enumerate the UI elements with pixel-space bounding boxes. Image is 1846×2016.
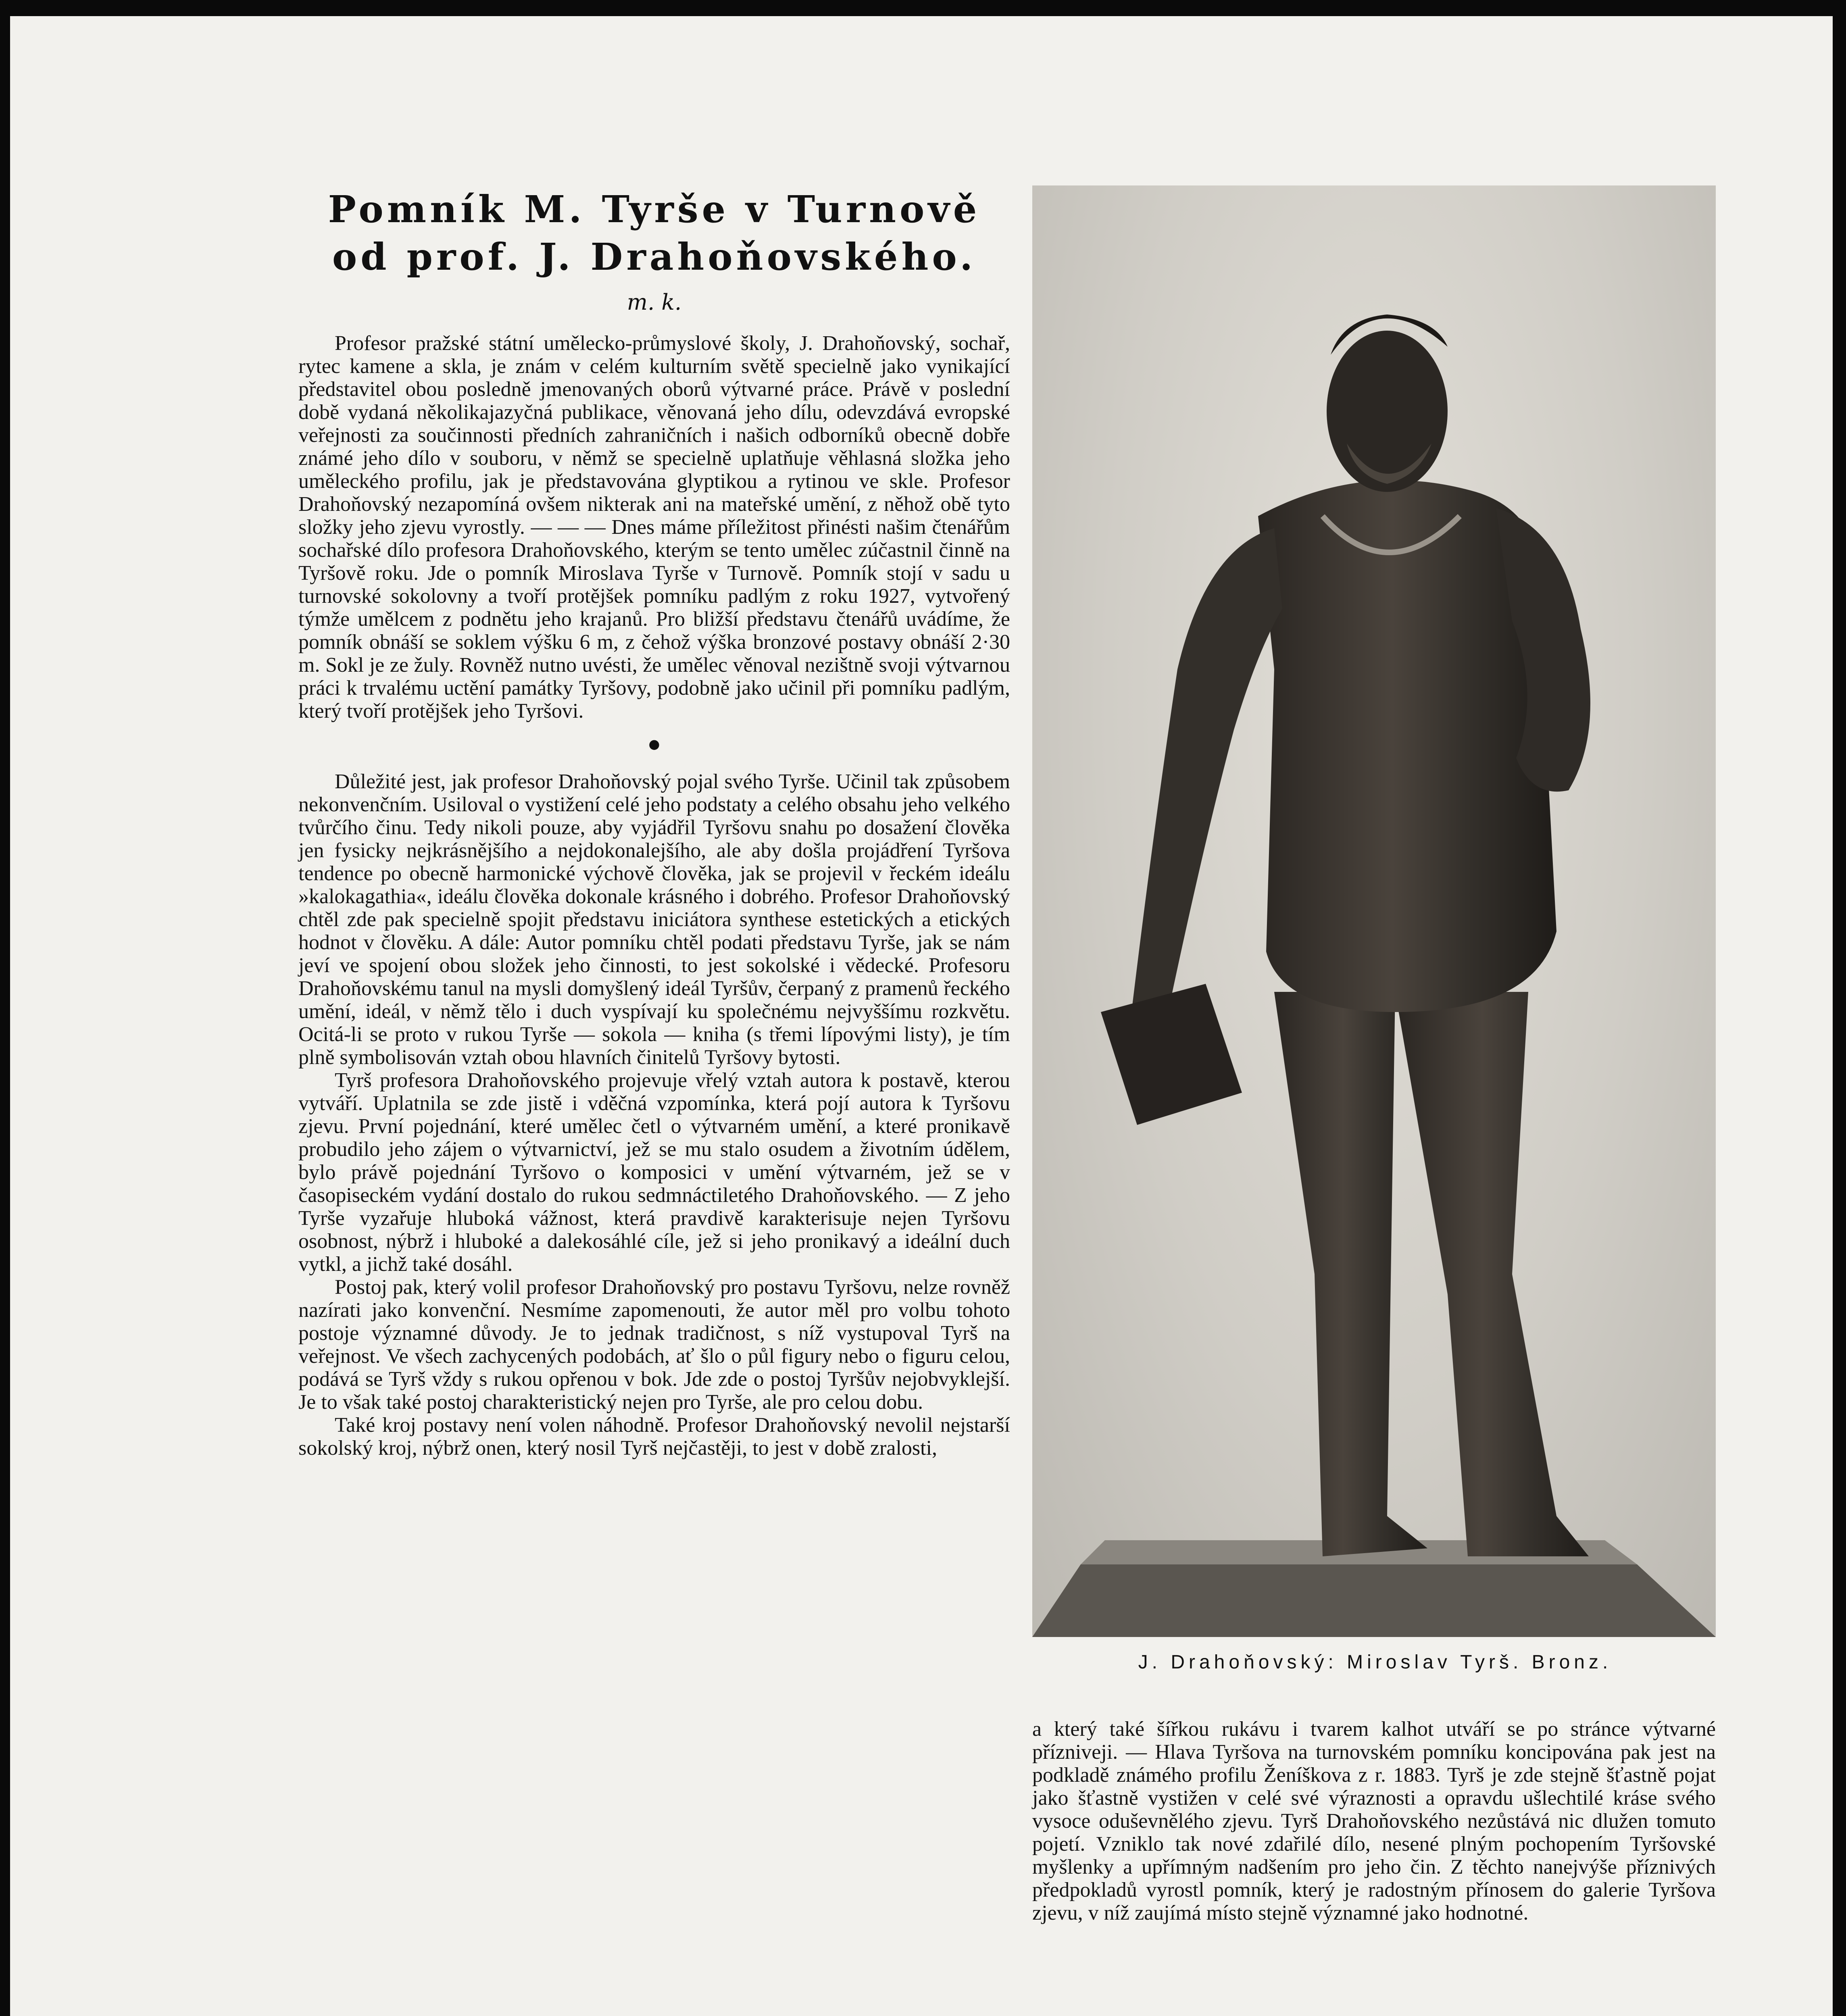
pedestal-shape (1032, 1564, 1716, 1637)
left-column (298, 185, 1010, 1460)
figure-caption: J. Drahoňovský: Miroslav Tyrš. Bronz. (1138, 1652, 1612, 1673)
statue-photograph (1032, 185, 1716, 1637)
paragraph-head-profile: a který také šířkou rukávu i tvarem kalhot utváří se po stránce výtvarné přízniveji. — Hlava Tyršova na turnovském pomníku koncipována pak jest na podkladě známého profilu Ženíškova z r. 1883. Tyrš je zde stejně šťastně pojat jako šťastně vystižen v celé své výraznosti a opravdu ušlechtilé kráse svého vysoce oduševnělého zjevu. Tyrš Drahoňovského nezůstává nic dlužen tomuto pojetí. Vzniklo tak nové zdařilé dílo, nesené plným pochopením Tyršovské myšlenky a upřímným nadšením pro jeho čin. Z těchto nanejvýše příznivých předpokladů vyrostl pomník, který je radostným přínosem do galerie Tyršova zjevu, v níž zaujímá místo stejně významné jako hodnotné. (1032, 1718, 1716, 1924)
statue-figure-image (1032, 185, 1716, 1637)
statue-left-leg (1274, 992, 1427, 1556)
right-column-text (1032, 1718, 1716, 1924)
statue-arm-with-book (1129, 528, 1282, 1044)
page (10, 16, 1833, 2016)
paragraph-costume: Také kroj postavy není volen náhodně. Profesor Drahoňovský nevolil nejstarší sokolský kroj, nýbrž onen, který nosil Tyrš nejčastěji, to jest v době zralosti, (298, 1414, 1010, 1460)
paragraph-intro: Profesor pražské státní umělecko-průmyslové školy, J. Drahoňovský, sochař, rytec kamene a skla, je znám v celém kulturním světě specielně jako vynikající představitel obou posledně jmenovaných oborů výtvarné práce. Právě v poslední době vydaná několikajazyčná publikace, věnovaná jeho dílu, odevzdává evropské veřejnosti za součinnosti předních zahraničních i našich odborníků obecně dobře známé jeho dílo v souboru, v němž se specielně uplatňuje věhlasná složka jeho uměleckého profilu, jak je představována glyptikou a rytinou ve skle. Profesor Drahoňovský nezapomíná ovšem nikterak ani na mateřské umění, z něhož obě tyto složky jeho zjevu vyrostly. — — — Dnes máme příležitost přinésti našim čtenářům sochařské dílo profesora Drahoňovského, kterým se tento umělec zúčastnil činně na Tyršově roku. Jde o pomník Miroslava Tyrše v Turnově. Pomník stojí v sadu u turnovské sokolovny a tvoří protějšek pomníku padlým z roku 1927, vytvořený týmže umělcem z podnětu jeho krajanů. Pro bližší představu čtenářů uvádíme, že pomník obnáší se soklem výšku 6 m, z čehož výška bronzové postavy obnáší 2·30 m. Sokl je ze žuly. Rovněž nutno uvésti, že umělec věnoval nezištně svoji výtvarnou práci k trvalému uctění památky Tyršovy, podobně jako učinil při pomníku padlým, který tvoří protějšek jeho Tyršovi. (298, 332, 1010, 723)
title-line-1: Pomník M. Tyrše v Turnově (328, 187, 981, 231)
paragraph-conception: Důležité jest, jak profesor Drahoňovský pojal svého Tyrše. Učinil tak způsobem nekonvenčním. Usiloval o vystižení celé jeho podstaty a celého obsahu jeho velkého tvůrčího činu. Tedy nikoli pouze, aby vyjádřil Tyršovu snahu po dosažení člověka jen fysicky nejkrásnějšího a nejdokonalejšího, ale aby došla projádření Tyršova tendence po obecně harmonické výchově člověka, jak se projevil v řeckém ideálu »kalokagathia«, ideálu člověka dokonale krásného i dobrého. Profesor Drahoňovský chtěl zde pak specielně spojit představu iniciátora synthese estetických a etických hodnot v člověku. A dále: Autor pomníku chtěl podati představu Tyrše, jak se nám jeví ve spojení obou složek jeho činnosti, to jest sokolské i vědecké. Profesoru Drahoňovskému tanul na mysli domyšlený ideál Tyršův, čerpaný z pramenů řeckého umění, ideál, v němž tělo i duch vyspívají ku společnému nejvyššímu rozkvětu. Ocitá-li se proto v rukou Tyrše — sokola — kniha (s třemi lípovými listy), je tím plně symbolisován vztah obou hlavních činitelů Tyršovy bytosti. (298, 770, 1010, 1069)
title-line-2: od prof. J. Drahoňovského. (332, 235, 977, 279)
statue-head (1327, 331, 1448, 492)
byline: m. k. (627, 289, 682, 315)
article-title (298, 185, 1010, 281)
paragraph-posture: Postoj pak, který volil profesor Drahoňovský pro postavu Tyršovu, nelze rovněž nazírati jako konvenční. Nesmíme zapomenouti, že autor měl pro volbu tohoto postoje významné důvody. Je to jednak tradičnost, s níž vystupoval Tyrš na veřejnost. Ve všech zachycených podobách, ať šlo o půl figury nebo o figuru celou, podává se Tyrš vždy s rukou opřenou v bok. Jde zde o postoj Tyršův nejobvyklejší. Je to však také postoj charakteristický nejen pro Tyrše, ale pro celou dobu. (298, 1276, 1010, 1414)
section-divider: ● (648, 736, 660, 752)
paragraph-relationship: Tyrš profesora Drahoňovského projevuje vřelý vztah autora k postavě, kterou vytváří. Uplatnila se zde jistě i vděčná vzpomínka, která pojí autora k Tyršovu zjevu. První pojednání, které umělec četl o výtvarném umění, a které pronikavě probudilo jeho zájem o výtvarnictví, jež se mu stalo osudem a životním údělem, bylo právě pojednání Tyršovo o komposici v umění výtvarném, jež se v časopiseckém vydání dostalo do rukou sedmnáctiletého Drahoňovského. — Z jeho Tyrše vyzařuje hluboká vážnost, která pravdivě karakterisuje nejen Tyršovu osobnost, nýbrž i hluboké a dalekosáhlé cíle, jež si jeho pronikavý a ideální duch vytkl, a jichž také dosáhl. (298, 1069, 1010, 1276)
statue-right-leg (1395, 992, 1589, 1556)
statue-book (1101, 984, 1242, 1125)
